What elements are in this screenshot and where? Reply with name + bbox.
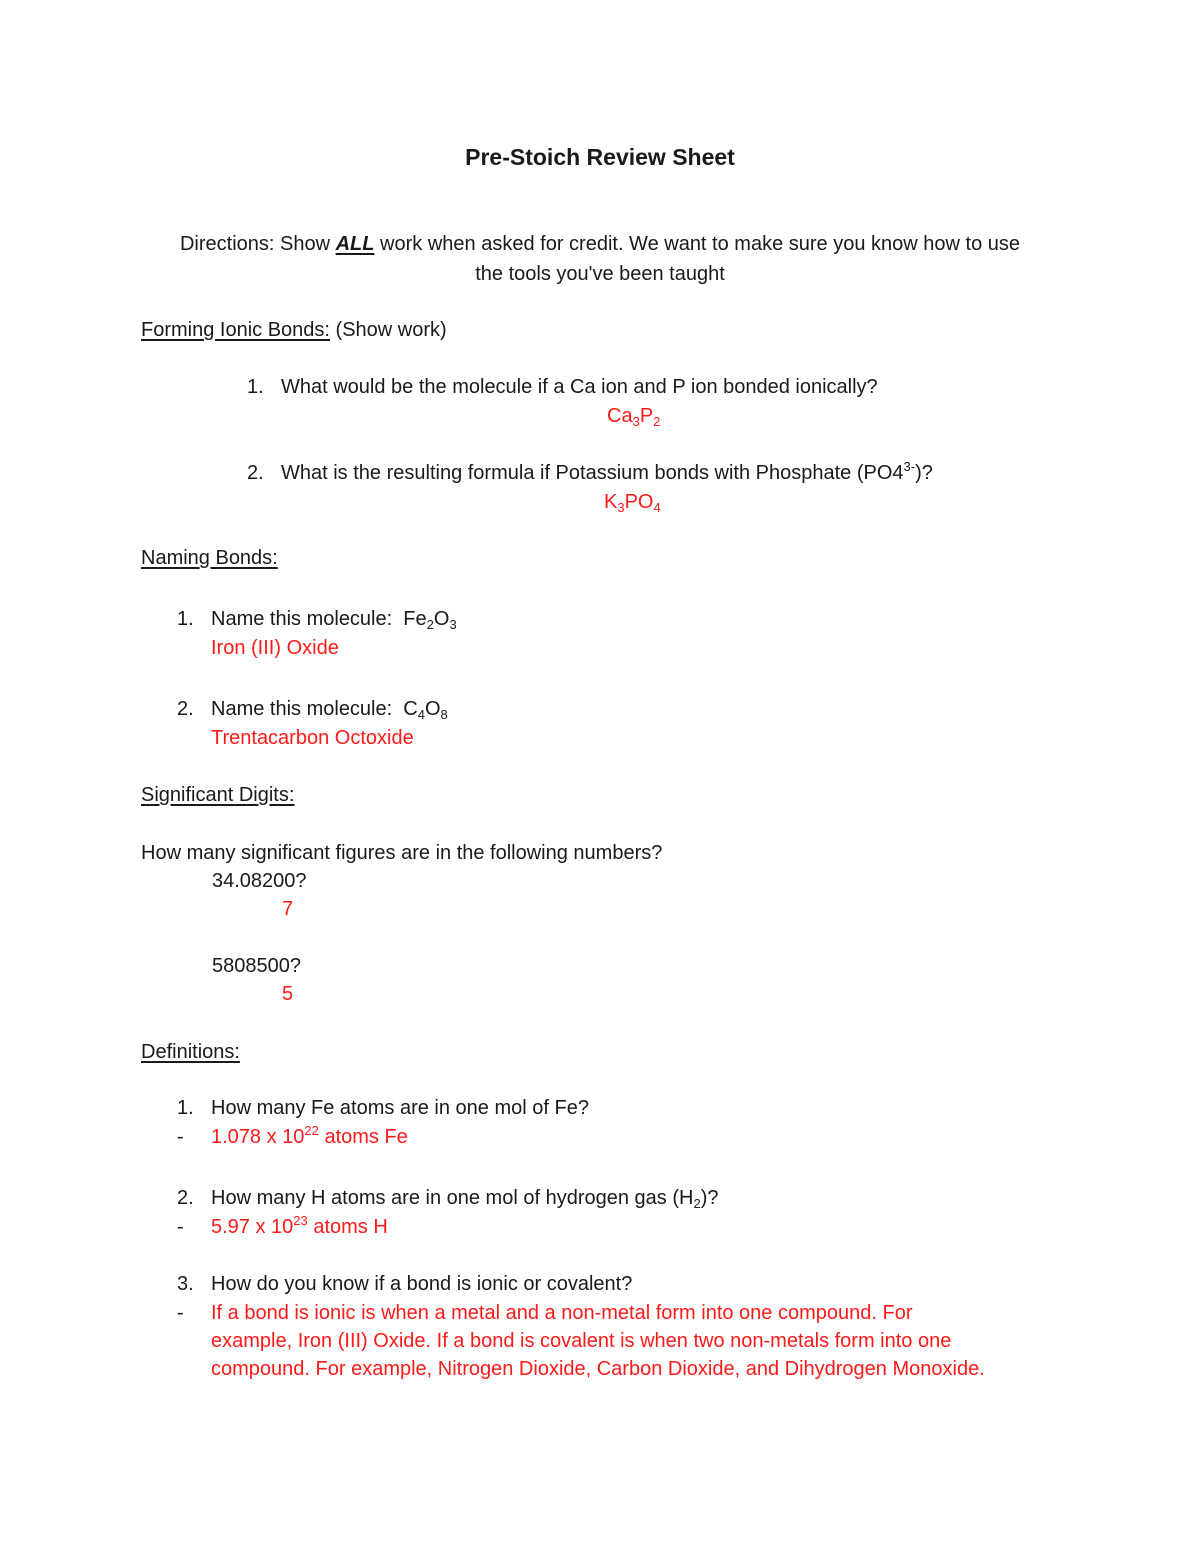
definitions-question-2 [177, 1187, 719, 1211]
answer-mantissa: 5.97 x 10 [211, 1216, 294, 1238]
question-text: Name this molecule: [211, 608, 404, 630]
directions-line-2: the tools you've been taught [475, 263, 725, 285]
question-text: What is the resulting formula if Potassium bonds with Phosphate (PO4 [281, 462, 904, 484]
sigdigs-number-2: 5808500? [212, 955, 301, 977]
question-end: )? [915, 462, 933, 484]
sigdigs-number-1: 34.08200? [212, 870, 307, 892]
answer-dash: - [177, 1216, 184, 1238]
ionic-answer-2 [604, 491, 661, 515]
formula-part: O [433, 608, 450, 630]
naming-answer-2: Trentacarbon Octoxide [211, 727, 414, 749]
definitions-answer-3-line-1 [177, 1303, 913, 1323]
charge-superscript: 3- [903, 459, 916, 474]
ionic-question-2 [247, 459, 933, 484]
definitions-answer-2 [177, 1213, 388, 1238]
directions-emphasis: ALL [335, 233, 375, 255]
formula-subscript: 2 [426, 617, 434, 632]
question-number: 3. [177, 1273, 194, 1295]
answer-unit: atoms H [307, 1216, 388, 1238]
section-heading-naming: Naming Bonds: [141, 547, 278, 569]
question-number: 1. [177, 1097, 194, 1119]
question-text: How many Fe atoms are in one mol of Fe? [211, 1097, 589, 1119]
sigdigs-question: How many significant figures are in the following numbers? [141, 842, 663, 864]
naming-question-1 [177, 608, 457, 632]
answer-text: If a bond is ionic is when a metal and a non-metal form into one compound. For [211, 1302, 913, 1324]
formula-part: K [604, 491, 618, 513]
question-text: What would be the molecule if a Ca ion and P ion bonded ionically? [281, 376, 878, 398]
formula-subscript: 3 [617, 500, 625, 515]
question-number: 2. [177, 698, 194, 720]
answer-exponent: 22 [304, 1123, 319, 1138]
directions-rest: work when asked for credit. We want to make sure you know how to use [374, 233, 1020, 255]
formula-subscript: 3 [632, 414, 640, 429]
formula-part: O [424, 698, 441, 720]
answer-dash: - [177, 1126, 184, 1148]
definitions-answer-3-line-2: example, Iron (III) Oxide. If a bond is covalent is when two non-metals form into one [211, 1330, 952, 1352]
section-heading-definitions: Definitions: [141, 1041, 240, 1063]
question-number: 2. [247, 462, 264, 484]
question-number: 1. [247, 376, 264, 398]
formula-part: C [403, 698, 418, 720]
question-text: Name this molecule: [211, 698, 404, 720]
answer-unit: atoms Fe [318, 1126, 408, 1148]
section-heading-ionic [141, 320, 447, 340]
section-heading-sigdigs: Significant Digits: [141, 784, 295, 806]
formula-subscript: 4 [653, 500, 661, 515]
formula-subscript: 4 [417, 707, 425, 722]
question-number: 1. [177, 608, 194, 630]
definitions-answer-3-line-3: compound. For example, Nitrogen Dioxide, Carbon Dioxide, and Dihydrogen Monoxide. [211, 1358, 985, 1380]
formula-part: Ca [607, 405, 633, 427]
formula-part: P [639, 405, 654, 427]
answer-mantissa: 1.078 x 10 [211, 1126, 305, 1148]
directions-prefix: Directions: Show [179, 233, 336, 255]
question-number: 2. [177, 1187, 194, 1209]
ionic-heading: Forming Ionic Bonds: [141, 319, 330, 341]
sigdigs-answer-2: 5 [282, 983, 294, 1005]
definitions-question-1 [177, 1098, 589, 1118]
ionic-question-1 [247, 377, 878, 397]
formula-part: PO [624, 491, 654, 513]
question-text: How do you know if a bond is ionic or covalent? [211, 1273, 633, 1295]
naming-question-2 [177, 698, 448, 722]
definitions-answer-1 [177, 1123, 408, 1148]
ionic-note: (Show work) [329, 319, 447, 341]
ionic-answer-1 [607, 405, 661, 429]
directions-line-1 [0, 234, 1200, 254]
answer-exponent: 23 [293, 1213, 308, 1228]
formula-subscript: 2 [693, 1196, 701, 1211]
answer-text [211, 1123, 408, 1148]
answer-text [211, 1213, 388, 1238]
formula-subscript: 3 [449, 617, 457, 632]
page-title: Pre-Stoich Review Sheet [465, 144, 735, 170]
formula-subscript: 8 [440, 707, 448, 722]
question-end: )? [700, 1187, 719, 1209]
naming-answer-1: Iron (III) Oxide [211, 637, 339, 659]
definitions-question-3 [177, 1274, 632, 1294]
sigdigs-answer-1: 7 [282, 898, 294, 920]
answer-dash: - [177, 1302, 184, 1324]
formula-part: Fe [403, 608, 427, 630]
formula-subscript: 2 [653, 414, 661, 429]
question-text: How many H atoms are in one mol of hydrogen gas (H [211, 1187, 694, 1209]
